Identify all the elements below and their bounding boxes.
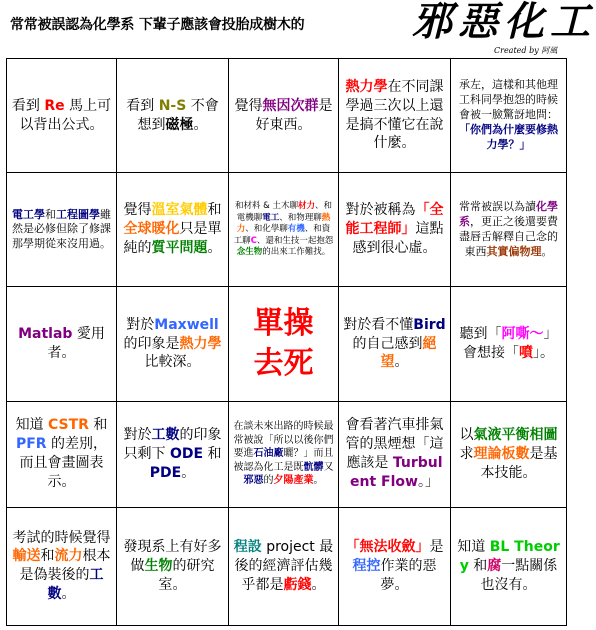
cell-text: 「無法收斂」 — [345, 538, 430, 555]
bingo-cell — [117, 507, 229, 625]
cell-text: 對於看不懂 — [343, 316, 414, 333]
cell-text: 工數 — [151, 426, 180, 443]
cell-text: 求 — [459, 445, 474, 462]
cell-text: 看到 — [11, 97, 45, 114]
grid-row — [7, 287, 567, 401]
bingo-grid — [6, 58, 567, 626]
cell-text: 」會想接「 — [463, 326, 558, 361]
grid-row — [7, 59, 567, 173]
cell-text: 。 — [193, 116, 208, 133]
cell-text: 的差別，而且會畫圖表示。 — [19, 436, 108, 491]
cell-text: 。 — [181, 464, 196, 481]
cell-text: 考試的時候覺得 — [12, 529, 111, 546]
cell-text: 覺得 — [234, 97, 263, 114]
cell-text: 不會想到 — [137, 97, 219, 133]
cell-text: 噴 — [519, 345, 533, 361]
cell-text: 又 — [323, 461, 334, 473]
cell-text: 工數 — [47, 567, 104, 603]
cell-text: 。 — [313, 475, 324, 487]
bingo-cell — [339, 507, 451, 625]
cell-text: 」。 — [533, 345, 554, 361]
cell-text: 以 — [459, 426, 474, 443]
center-cell — [229, 287, 339, 401]
cell-text: 的印象是 — [123, 335, 180, 352]
header — [0, 0, 596, 58]
bingo-cell — [339, 173, 451, 287]
cell-text: 絕望 — [380, 335, 437, 371]
cell-text: 「全能工程師」 — [345, 202, 444, 238]
cell-text: 愛用者。 — [47, 326, 105, 361]
cell-text: ODE — [169, 445, 204, 462]
cell-text: 和 — [45, 207, 56, 221]
cell-text: 、和化學聊 — [245, 224, 288, 235]
cell-text: C — [250, 235, 257, 246]
cell-text: 流力 — [54, 548, 83, 565]
bingo-cell — [339, 59, 451, 173]
cell-text: 的印象只剩下 — [123, 426, 222, 462]
cell-text: 單操 去死 — [253, 305, 314, 381]
cell-text: 一點關係也沒有。 — [480, 557, 558, 593]
cell-text: 只是單純的 — [123, 221, 222, 257]
cell-text: Turbulent Flow — [350, 455, 443, 491]
cell-text: 生物 — [144, 557, 173, 574]
bingo-cell — [229, 59, 339, 173]
cell-text: 聽到「 — [459, 326, 502, 343]
bingo-cell — [451, 401, 567, 507]
cell-text: 腐 — [487, 557, 502, 574]
cell-text: 發現系上有好多做 — [123, 538, 222, 574]
bingo-cell — [451, 507, 567, 625]
cell-text: 輸送 — [12, 548, 41, 565]
logo: 邪惡化工 — [412, 0, 596, 45]
bingo-cell — [7, 507, 117, 625]
cell-text: PDE — [149, 464, 182, 481]
cell-text: 化學系 — [459, 200, 558, 228]
cell-text: ，更正之後還要費盡唇舌解釋自己念的東西 — [459, 214, 558, 258]
cell-text: 是基本技能。 — [480, 445, 558, 481]
cell-text: 和 — [40, 548, 55, 565]
page-title: 常常被誤認為化學系 下輩子應該會投胎成樹木的 — [10, 17, 305, 33]
cell-text: 看到 — [126, 97, 159, 114]
cell-text: N-S — [158, 97, 187, 114]
cell-text: 和 — [207, 202, 222, 219]
cell-text: BL Theory — [459, 538, 560, 574]
cell-text: 全球暖化 — [123, 221, 180, 238]
cell-text: 和材料 & 土木聊 — [234, 201, 298, 212]
bingo-cell — [117, 173, 229, 287]
cell-text: 在不同課學過三次以上還是搞不懂它在說什麼。 — [345, 78, 444, 152]
cell-text: 程控 — [352, 557, 381, 574]
cell-text: 知道 — [457, 538, 490, 555]
grid-row — [7, 507, 567, 625]
cell-text: 電工 — [262, 212, 280, 223]
cell-text: 熱力 — [236, 212, 331, 235]
cell-text: 覺得 — [123, 202, 152, 219]
cell-text: 對於被稱為 — [345, 202, 416, 219]
grid-row — [7, 401, 567, 507]
bingo-cell — [229, 401, 339, 507]
bingo-cell — [451, 59, 567, 173]
cell-text: 、還和生技一起抱怨 — [256, 235, 334, 246]
cell-text: 電工學 — [12, 207, 45, 221]
cell-text: 磁極 — [165, 116, 194, 133]
cell-text: 的研究室。 — [158, 557, 215, 593]
cell-text: 對於 — [123, 426, 152, 443]
bingo-cell — [229, 173, 339, 287]
bingo-cell — [229, 507, 339, 625]
cell-text: 質平問題 — [151, 240, 208, 257]
bingo-cell — [7, 173, 117, 287]
cell-text: 有機 — [287, 224, 305, 235]
bingo-cell — [339, 287, 451, 401]
cell-text: 、和資工聊 — [233, 224, 331, 246]
cell-text: 。 — [207, 240, 222, 257]
cell-text: 這點感到很心虛。 — [352, 221, 444, 257]
cell-text: CSTR — [48, 417, 89, 434]
cell-text: 曬？」而且被認為化工是既 — [233, 448, 334, 473]
cell-text: 石油廠 — [253, 448, 284, 460]
grid-row — [7, 173, 567, 287]
cell-text: 會看著汽車排氣管的黑煙想「這應該是 — [345, 417, 444, 472]
bingo-cell — [7, 59, 117, 173]
cell-text: 阿嘶～ — [501, 326, 544, 343]
cell-text: 在談未來出路的時候最常被說「所以以後你們要進 — [233, 421, 334, 460]
bingo-cell — [451, 173, 567, 287]
cell-text: 和 — [203, 445, 222, 462]
cell-text: 念生物 — [236, 247, 263, 257]
cell-text: 和 — [88, 417, 108, 434]
bingo-cell — [117, 287, 229, 401]
cell-text: 工程圖學 — [56, 207, 100, 221]
cell-text: 的自己感到 — [352, 335, 423, 352]
cell-text: 是 — [429, 538, 444, 555]
cell-text: 和 — [468, 557, 488, 574]
cell-text: 雖然是必修但除了修課那學期從來沒用過。 — [12, 207, 111, 251]
cell-text: 是好東西。 — [255, 97, 333, 133]
cell-text: Maxwell — [154, 316, 219, 333]
cell-text: 、和電機聊 — [236, 201, 333, 223]
cell-text: 根本是偽裝後的 — [19, 548, 111, 584]
cell-text: 。 — [61, 586, 76, 603]
cell-text: 「你們為什麼要修熱力學？」 — [459, 123, 558, 151]
cell-text: 的出來工作難找。 — [262, 247, 331, 257]
cell-text: 溫室氣體 — [151, 202, 208, 219]
credit-signature: Created by 阿風 — [494, 46, 558, 55]
cell-text: 。 — [541, 244, 553, 258]
cell-text: 馬上可以背出公式。 — [19, 97, 112, 133]
cell-text: 常常被誤以為讀 — [459, 200, 536, 214]
cell-text: 。 — [394, 354, 409, 371]
cell-text: project 最後的經濟評估幾乎都是 — [234, 538, 334, 593]
cell-text: 的 — [263, 475, 274, 487]
cell-text: 氣液平衡相圖 — [473, 426, 558, 443]
cell-text: 其實偏物理 — [486, 244, 542, 258]
cell-text: 。 — [311, 576, 326, 593]
cell-text: 程設 — [233, 538, 262, 555]
cell-text: PFR — [15, 436, 47, 453]
cell-text: 理論板數 — [473, 445, 530, 462]
bingo-cell — [117, 401, 229, 507]
cell-text: 熱力學 — [179, 335, 222, 352]
bingo-cell — [117, 59, 229, 173]
bingo-cell — [339, 401, 451, 507]
cell-text: 熱力學 — [345, 78, 388, 95]
cell-text: 承左，這樣和其他理工科同學抱怨的時候會被一臉驚訝地問： — [459, 78, 558, 122]
cell-text: Re — [44, 97, 65, 114]
bingo-cell — [451, 287, 567, 401]
cell-text: 材力 — [298, 201, 316, 212]
cell-text: 知道 — [15, 417, 49, 434]
cell-text: 。」 — [417, 474, 439, 491]
cell-text: 無因次群 — [262, 97, 319, 114]
cell-text: 作業的惡夢。 — [380, 557, 437, 593]
cell-text: Bird — [413, 316, 446, 333]
cell-text: 對於 — [126, 316, 155, 333]
cell-text: 比較深。 — [144, 354, 201, 371]
cell-text: 、和物理聊 — [279, 212, 322, 223]
cell-text: 邪惡 — [243, 475, 264, 487]
cell-text: 虧錢 — [283, 576, 312, 593]
cell-text: 骯髒 — [303, 461, 324, 473]
bingo-cell — [7, 287, 117, 401]
cell-text: 夕陽產業 — [273, 475, 314, 487]
bingo-cell — [7, 401, 117, 507]
cell-text: Matlab — [18, 326, 73, 343]
